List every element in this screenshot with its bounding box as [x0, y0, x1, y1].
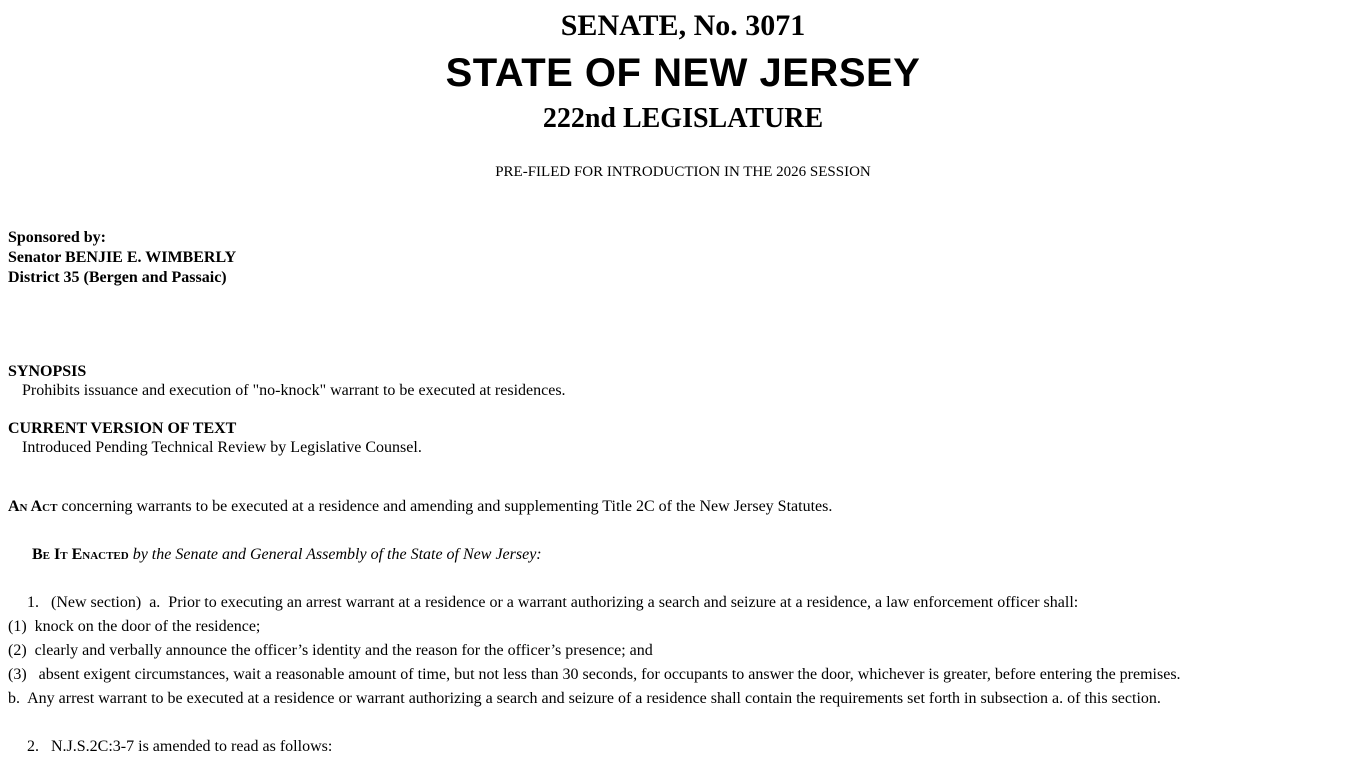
current-version-text: Introduced Pending Technical Review by Legislative Counsel.	[22, 439, 422, 456]
synopsis-section	[8, 362, 1358, 400]
legislature-title: 222nd LEGISLATURE	[542, 103, 824, 134]
current-version-section	[8, 419, 1358, 457]
enacting-clause	[8, 543, 1358, 567]
enacting-clause-text: by the Senate and General Assembly of the State of New Jersey:	[128, 546, 542, 563]
bill-paragraph-item3: (3) absent exigent circumstances, wait a reasonable amount of time, but not less than 30 seconds, for occupants to answer the door, whichever is greater, before entering the premises.	[8, 666, 1181, 683]
bill-paragraph-section2: 2. N.J.S.2C:3-7 is amended to read as follows:	[27, 738, 333, 755]
sponsor-block	[8, 228, 1358, 288]
bill-paragraph-item1: (1) knock on the door of the residence;	[8, 618, 261, 635]
bill-number-title: SENATE, No. 3071	[560, 9, 806, 42]
act-clause-lead: An Act	[8, 498, 58, 515]
act-clause	[8, 495, 1358, 519]
prefiled-note: PRE-FILED FOR INTRODUCTION IN THE 2026 SESSION	[495, 164, 871, 180]
sponsor-name: Senator BENJIE E. WIMBERLY	[8, 249, 237, 266]
bill-body	[8, 591, 1358, 759]
current-version-heading: CURRENT VERSION OF TEXT	[8, 420, 237, 437]
sponsor-district: District 35 (Bergen and Passaic)	[8, 269, 227, 286]
synopsis-text: Prohibits issuance and execution of "no-knock" warrant to be executed at residences.	[22, 382, 566, 399]
bill-paragraph-item2: (2) clearly and verbally announce the officer’s identity and the reason for the officer’s presence; and	[8, 642, 653, 659]
bill-paragraph-subsection-b: b. Any arrest warrant to be executed at a residence or warrant authorizing a search and seizure of a residence shall contain the requirements set forth in subsection a. of this section.	[8, 690, 1161, 707]
document-header	[8, 8, 1358, 182]
sponsor-label: Sponsored by:	[8, 229, 106, 246]
synopsis-heading: SYNOPSIS	[8, 363, 87, 380]
act-clause-text: concerning warrants to be executed at a residence and amending and supplementing Title 2C of the New Jersey Statutes.	[57, 498, 833, 515]
state-title: STATE OF NEW JERSEY	[445, 51, 921, 95]
enacting-clause-lead: Be It Enacted	[32, 546, 129, 563]
bill-paragraph-section1: 1. (New section) a. Prior to executing an arrest warrant at a residence or a warrant authorizing a search and seizure at a residence, a law enforcement officer shall:	[27, 594, 1079, 611]
